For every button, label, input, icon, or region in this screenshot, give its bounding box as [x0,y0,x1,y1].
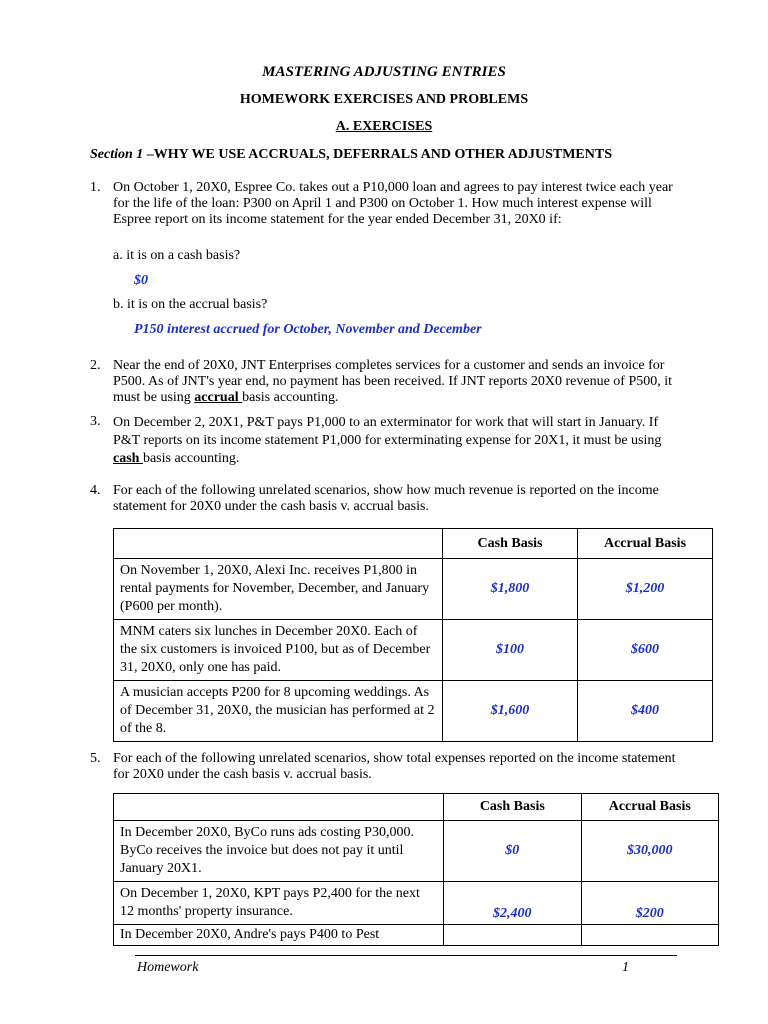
cash-value: $1,800 [443,559,578,620]
q1-part-b: b. it is on the accrual basis? [113,297,268,312]
row-description: A musician accepts P200 for 8 upcoming weddings. As of December 31, 20X0, the musician has performed at 2 of the 8. [114,681,443,742]
row-description: On November 1, 20X0, Alexi Inc. receives P1,800 in rental payments for November, December, and January (P600 per month). [114,559,443,620]
q2-number: 2. [90,358,101,373]
q3-text [113,414,683,468]
q2-text-after: basis accounting. [242,390,339,405]
table-row [114,620,713,681]
section-title: –WHY WE USE ACCRUALS, DEFERRALS AND OTHER ADJUSTMENTS [146,147,612,162]
q1-part-a: a. it is on a cash basis? [113,248,241,263]
part-heading: A. EXERCISES [335,119,433,134]
section-heading [90,147,612,163]
row-description: MNM caters six lunches in December 20X0. Each of the six customers is invoiced P100, but as of December 31, 20X0, only one has paid. [114,620,443,681]
accrual-value [581,925,718,946]
q1-answer-a: $0 [134,273,148,288]
q5-text: For each of the following unrelated scenarios, show total expenses reported on the income statement for 20X0 under the cash basis v. accrual basis. [113,751,676,782]
table-row [114,821,719,882]
accrual-value: $30,000 [581,821,718,882]
q4-text: For each of the following unrelated scenarios, show how much revenue is reported on the income statement for 20X0 under the cash basis v. accrual basis. [113,483,659,514]
q5-number: 5. [90,751,101,766]
revenue-col-accrual: Accrual Basis [578,529,713,559]
accrual-value: $600 [578,620,713,681]
footer-rule [135,955,677,956]
footer-label: Homework [137,960,199,975]
cash-value: $100 [443,620,578,681]
revenue-table-corner [114,529,443,559]
table-row [114,925,719,946]
q1-answer-b: P150 interest accrued for October, November and December [134,322,482,337]
q2-text [113,358,683,406]
row-description: In December 20X0, ByCo runs ads costing P30,000. ByCo receives the invoice but does not pay it until January 20X1. [114,821,444,882]
q3-text-after: basis accounting. [142,451,240,466]
row-description: On December 1, 20X0, KPT pays P2,400 for the next 12 months' property insurance. [114,882,444,925]
q3-number: 3. [90,414,101,429]
doc-subtitle: HOMEWORK EXERCISES AND PROBLEMS [239,92,529,107]
cash-value: $1,600 [443,681,578,742]
q4-number: 4. [90,483,101,498]
row-description: In December 20X0, Andre's pays P400 to Pest [114,925,444,946]
accrual-value: $400 [578,681,713,742]
revenue-col-cash: Cash Basis [443,529,578,559]
q1-number: 1. [90,180,101,195]
table-row [114,681,713,742]
accrual-value: $1,200 [578,559,713,620]
expense-col-cash: Cash Basis [444,794,581,821]
table-row [114,882,719,925]
doc-title: MASTERING ADJUSTING ENTRIES [262,64,506,80]
cash-value: $0 [444,821,581,882]
expense-table-corner [114,794,444,821]
cash-value [444,925,581,946]
expense-col-accrual: Accrual Basis [581,794,718,821]
revenue-table [113,528,713,742]
cash-value: $2,400 [444,882,581,925]
q1-text: On October 1, 20X0, Espree Co. takes out a P10,000 loan and agrees to pay interest twice each year for the life of the loan: P300 on April 1 and P300 on October 1. How much interest expense will Espree report on its income statement for the year ended December 31, 20X0 if: [113,180,673,227]
q3-blank-answer: cash [113,451,143,466]
table-row [114,559,713,620]
accrual-value: $200 [581,882,718,925]
q2-blank-answer: accrual [194,390,243,405]
expense-table [113,793,719,946]
q3-text-before: On December 2, 20X1, P&T pays P1,000 to an exterminator for work that will start in January. If P&T reports on its income statement P1,000 for exterminating expense for 20X1, it must be using [113,415,662,448]
page-number: 1 [622,960,629,975]
section-label: Section 1 [90,147,144,162]
q2-text-before: Near the end of 20X0, JNT Enterprises completes services for a customer and sends an invoice for P500. As of JNT's year end, no payment has been received. If JNT reports 20X0 revenue of P500, it must be using [113,358,673,405]
